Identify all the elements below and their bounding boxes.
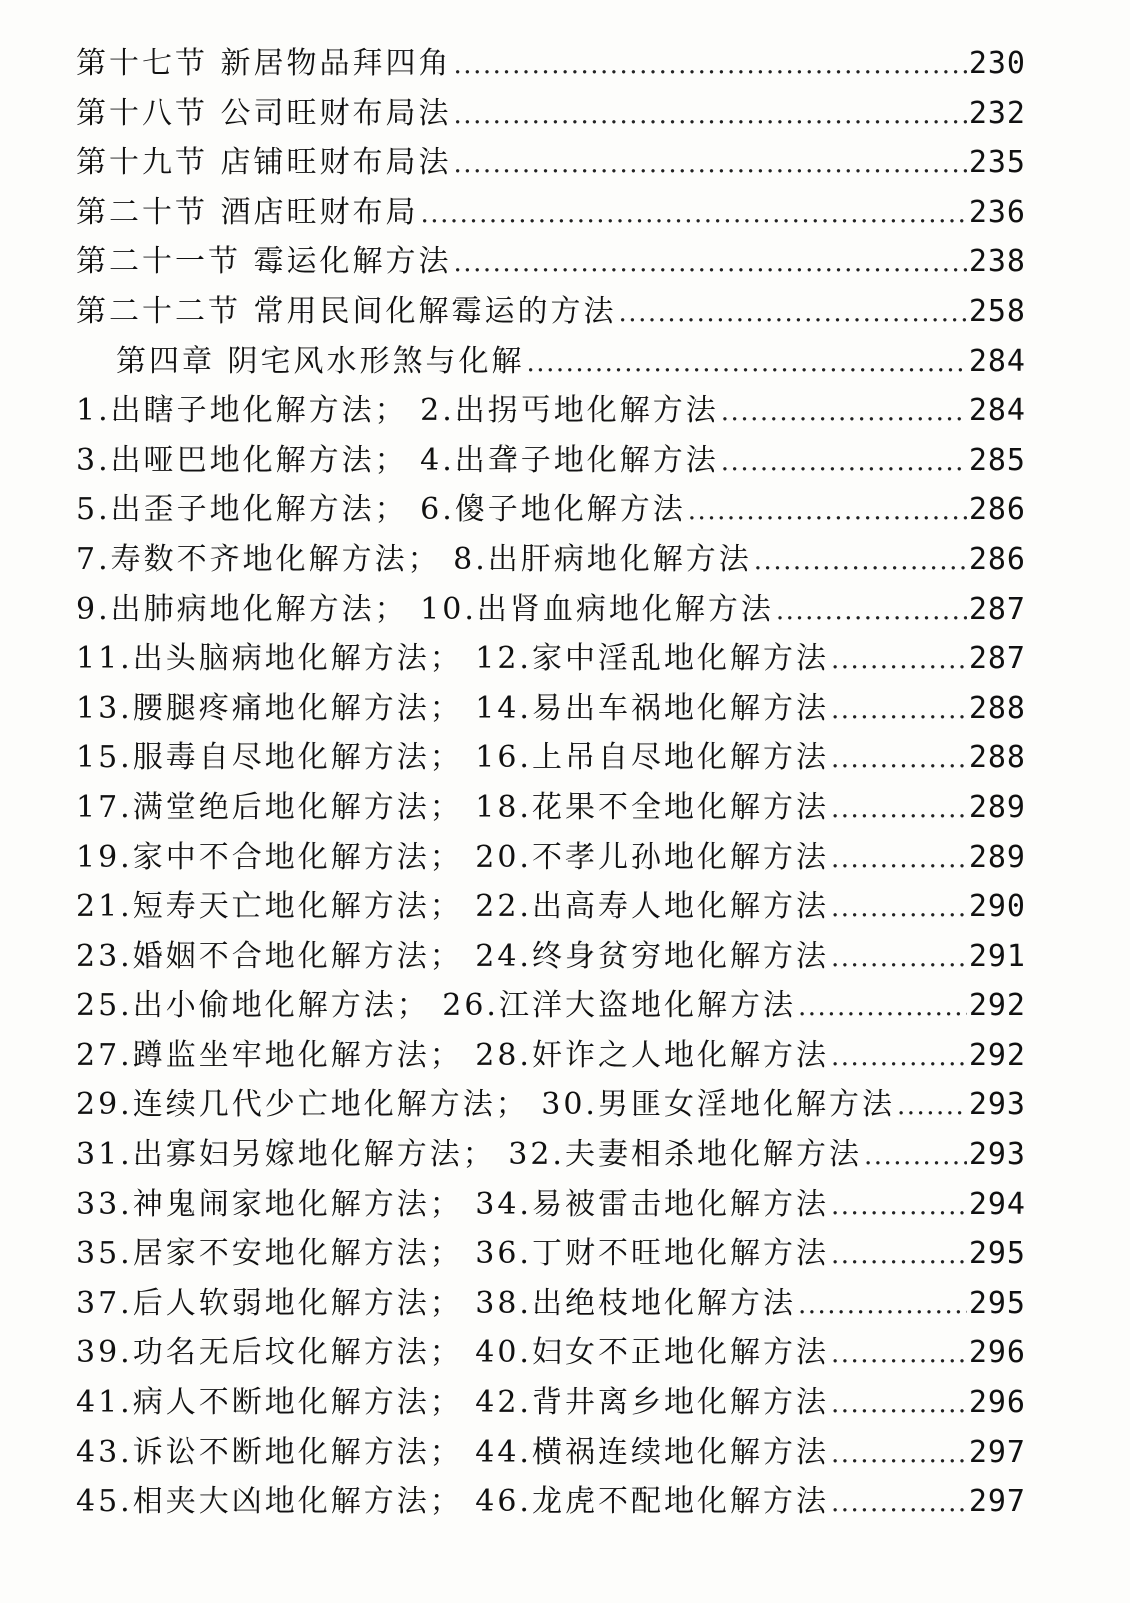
toc-row (76, 980, 1026, 1030)
toc-page-number: 292 (968, 988, 1026, 1024)
toc-leader-dots (831, 744, 967, 774)
toc-row (76, 1327, 1026, 1377)
toc-page-number: 297 (968, 1434, 1026, 1470)
toc-leader-dots (688, 496, 967, 526)
toc-entry-title: 33.神鬼闹家地化解方法； 34.易被雷击地化解方法 (76, 1186, 829, 1222)
toc-leader-dots (831, 1439, 967, 1469)
toc-row (76, 187, 1026, 237)
toc-entry-title: 17.满堂绝后地化解方法； 18.花果不全地化解方法 (76, 789, 829, 825)
toc-page-number: 232 (968, 95, 1026, 131)
toc-entry-title: 第二十节 酒店旺财布局 (76, 194, 419, 230)
toc-page-number: 287 (968, 641, 1026, 677)
toc-page-number: 287 (968, 591, 1026, 627)
toc-entry-title: 39.功名无后坟化解方法； 40.妇女不正地化解方法 (76, 1335, 829, 1371)
toc-page-number: 289 (968, 839, 1026, 875)
toc-row (76, 683, 1026, 733)
toc-row (76, 1030, 1026, 1080)
toc-leader-dots (831, 1042, 967, 1072)
toc-row (76, 584, 1026, 634)
toc-leader-dots (831, 645, 967, 675)
toc-entry-title: 7.寿数不齐地化解方法； 8.出肝病地化解方法 (76, 541, 752, 577)
toc-entry-title: 37.后人软弱地化解方法； 38.出绝枝地化解方法 (76, 1285, 796, 1321)
toc-entry-title: 45.相夹大凶地化解方法； 46.龙虎不配地化解方法 (76, 1484, 829, 1520)
toc-page-number: 291 (968, 938, 1026, 974)
toc-page-number: 293 (968, 1087, 1026, 1123)
toc-page-number: 288 (968, 690, 1026, 726)
toc-entry-title: 第十九节 店铺旺财布局法 (76, 145, 452, 181)
toc-page-number: 295 (968, 1285, 1026, 1321)
toc-page-number: 288 (968, 740, 1026, 776)
toc-page-number: 294 (968, 1186, 1026, 1222)
toc-leader-dots (831, 695, 967, 725)
toc-entry-title: 13.腰腿疼痛地化解方法； 14.易出车祸地化解方法 (76, 690, 829, 726)
toc-page-number: 236 (968, 194, 1026, 230)
toc-entry-title: 31.出寡妇另嫁地化解方法； 32.夫妻相杀地化解方法 (76, 1137, 862, 1173)
toc-leader-dots (831, 844, 967, 874)
toc-leader-dots (454, 50, 967, 80)
toc-leader-dots (454, 100, 967, 130)
toc-leader-dots (831, 1240, 967, 1270)
toc-row (76, 534, 1026, 584)
toc-row (76, 1179, 1026, 1229)
toc-page-number: 289 (968, 789, 1026, 825)
toc-page-number: 286 (968, 492, 1026, 528)
toc-page-number: 258 (968, 293, 1026, 329)
toc-row (76, 1427, 1026, 1477)
toc-row (76, 38, 1026, 88)
toc-entry-title: 第十八节 公司旺财布局法 (76, 95, 452, 131)
toc-row (76, 137, 1026, 187)
toc-entry-title: 9.出肺病地化解方法； 10.出肾血病地化解方法 (76, 591, 774, 627)
toc-row (76, 931, 1026, 981)
toc-leader-dots (721, 397, 967, 427)
table-of-contents (76, 38, 1026, 1526)
toc-row (76, 1079, 1026, 1129)
toc-leader-dots (798, 992, 967, 1022)
toc-entry-title: 第二十二节 常用民间化解霉运的方法 (76, 293, 617, 329)
toc-row (76, 832, 1026, 882)
toc-row (76, 1228, 1026, 1278)
toc-entry-title: 第二十一节 霉运化解方法 (76, 244, 452, 280)
toc-entry-title: 第十七节 新居物品拜四角 (76, 46, 452, 81)
toc-page-number: 286 (968, 541, 1026, 577)
toc-row (76, 633, 1026, 683)
toc-leader-dots (619, 298, 967, 328)
toc-row (76, 484, 1026, 534)
toc-leader-dots (831, 1339, 967, 1369)
toc-entry-title: 41.病人不断地化解方法； 42.背井离乡地化解方法 (76, 1385, 829, 1421)
toc-page-number: 285 (968, 442, 1026, 478)
toc-leader-dots (831, 1488, 967, 1518)
toc-row (76, 732, 1026, 782)
toc-row (76, 881, 1026, 931)
toc-page-number: 290 (968, 889, 1026, 925)
toc-entry-title: 第四章 阴宅风水形煞与化解 (116, 343, 525, 379)
toc-row (76, 286, 1026, 336)
toc-leader-dots (527, 348, 967, 378)
toc-page-number: 284 (968, 343, 1026, 379)
toc-leader-dots (421, 199, 967, 229)
toc-row (76, 1476, 1026, 1526)
toc-leader-dots (798, 1290, 967, 1320)
toc-page-number: 235 (968, 145, 1026, 181)
toc-row (76, 1278, 1026, 1328)
toc-leader-dots (831, 1389, 967, 1419)
toc-row (76, 782, 1026, 832)
toc-entry-title: 5.出歪子地化解方法； 6.傻子地化解方法 (76, 492, 686, 528)
toc-entry-title: 1.出瞎子地化解方法； 2.出拐丐地化解方法 (76, 393, 719, 429)
toc-entry-title: 29.连续几代少亡地化解方法； 30.男匪女淫地化解方法 (76, 1087, 895, 1123)
toc-entry-title: 25.出小偷地化解方法； 26.江洋大盗地化解方法 (76, 988, 796, 1024)
toc-entry-title: 43.诉讼不断地化解方法； 44.横祸连续地化解方法 (76, 1434, 829, 1470)
toc-entry-title: 21.短寿天亡地化解方法； 22.出高寿人地化解方法 (76, 889, 829, 925)
toc-page-number: 230 (968, 46, 1026, 81)
toc-leader-dots (864, 1141, 967, 1171)
toc-leader-dots (454, 248, 967, 278)
toc-entry-title: 27.蹲监坐牢地化解方法； 28.奸诈之人地化解方法 (76, 1037, 829, 1073)
toc-leader-dots (831, 1191, 967, 1221)
toc-entry-title: 23.婚姻不合地化解方法； 24.终身贫穷地化解方法 (76, 938, 829, 974)
toc-entry-title: 19.家中不合地化解方法； 20.不孝儿孙地化解方法 (76, 839, 829, 875)
toc-row (76, 1129, 1026, 1179)
toc-leader-dots (831, 794, 967, 824)
toc-leader-dots (897, 1091, 967, 1121)
toc-page-number: 296 (968, 1335, 1026, 1371)
toc-leader-dots (831, 943, 967, 973)
toc-leader-dots (454, 149, 967, 179)
toc-entry-title: 11.出头脑病地化解方法； 12.家中淫乱地化解方法 (76, 641, 829, 677)
toc-entry-title: 3.出哑巴地化解方法； 4.出聋子地化解方法 (76, 442, 719, 478)
toc-page-number: 297 (968, 1484, 1026, 1520)
toc-page-number: 295 (968, 1236, 1026, 1272)
toc-row (76, 88, 1026, 138)
toc-entry-title: 15.服毒自尽地化解方法； 16.上吊自尽地化解方法 (76, 740, 829, 776)
toc-leader-dots (831, 893, 967, 923)
toc-row (76, 385, 1026, 435)
toc-page-number: 284 (968, 393, 1026, 429)
toc-row (76, 236, 1026, 286)
toc-entry-title: 35.居家不安地化解方法； 36.丁财不旺地化解方法 (76, 1236, 829, 1272)
toc-chapter-row (76, 336, 1026, 386)
toc-leader-dots (776, 596, 967, 626)
toc-page-number: 238 (968, 244, 1026, 280)
toc-leader-dots (754, 546, 967, 576)
toc-row (76, 1377, 1026, 1427)
toc-page-number: 293 (968, 1137, 1026, 1173)
toc-page-number: 296 (968, 1385, 1026, 1421)
toc-page-number: 292 (968, 1037, 1026, 1073)
toc-row (76, 435, 1026, 485)
toc-leader-dots (721, 447, 967, 477)
